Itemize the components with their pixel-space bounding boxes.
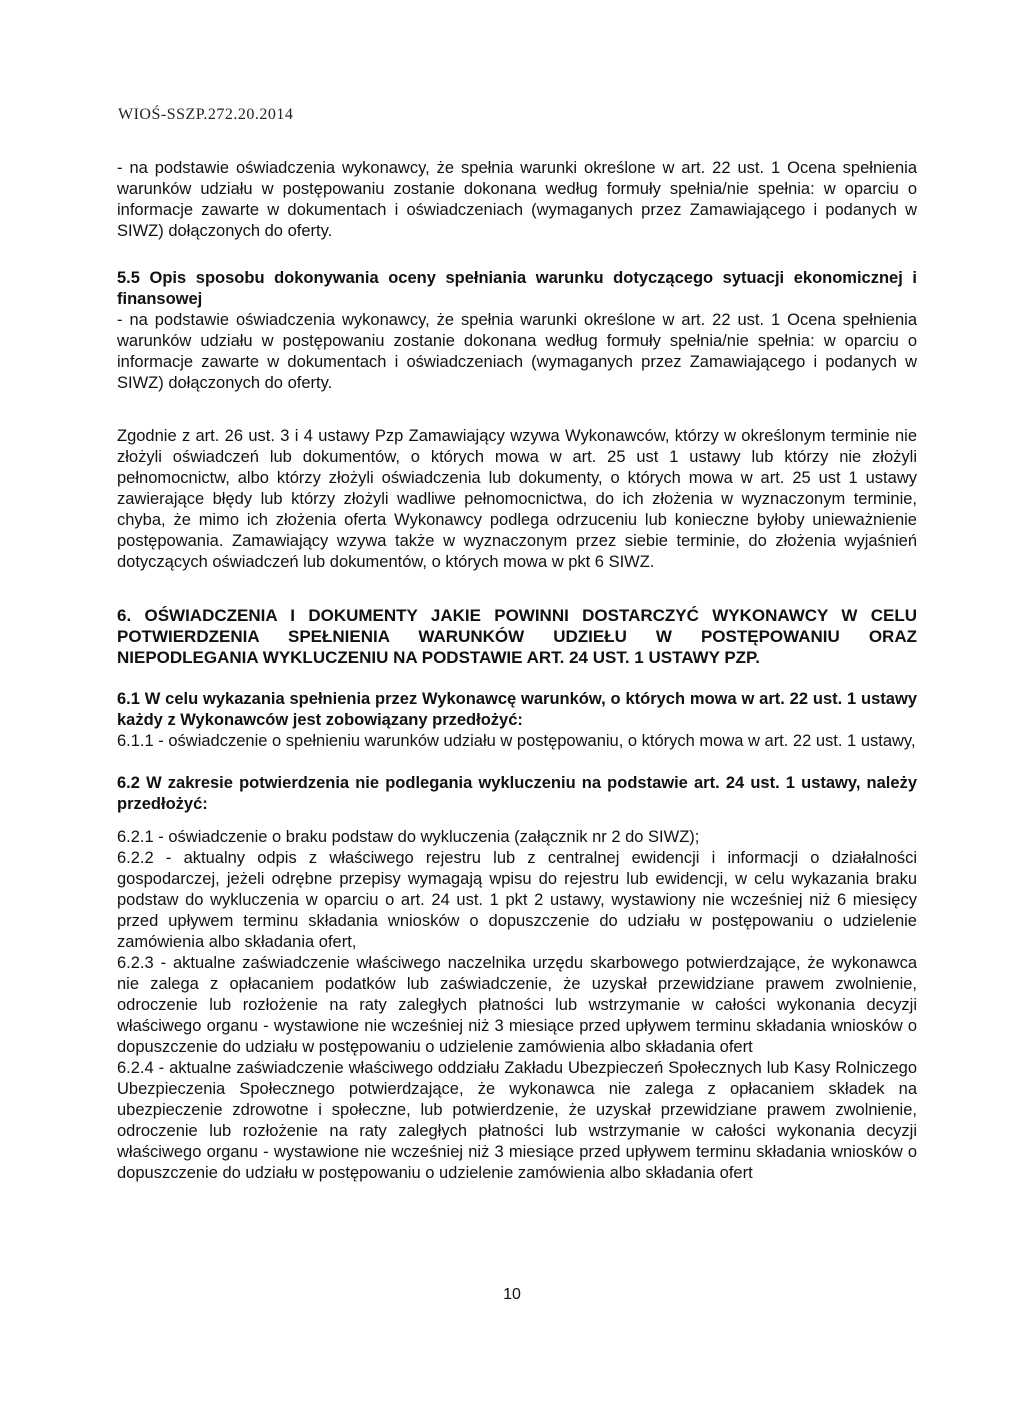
section-heading-6-1: 6.1 W celu wykazania spełnienia przez Wykonawcę warunków, o których mowa w art. 22 ust. 1 ustawy każdy z Wykonawców jest zobowiązany przedłożyć: xyxy=(117,690,917,729)
item-6-2-3: 6.2.3 - aktualne zaświadczenie właściwego naczelnika urzędu skarbowego potwierdzające, że wykonawca nie zalega z opłacaniem podatków lub zaświadczenie, że uzyskał przewidziane prawem zwolnienie, odroczenie lub rozłożenie na raty zaległych płatności lub wstrzymanie w całości wykonania decyzji właściwego organu - wystawione nie wcześniej niż 3 miesiące przed upływem terminu składania wniosków o dopuszczenie do udziału w postępowaniu o udzielenie zamówienia albo składania ofert xyxy=(117,954,917,1056)
item-6-2-2: 6.2.2 - aktualny odpis z właściwego rejestru lub z centralnej ewidencji i informacji o działalności gospodarczej, jeżeli odrębne przepisy wymagają wpisu do rejestru lub ewidencji, w celu wykazania braku podstaw do wykluczenia w oparciu o art. 24 ust. 1 pkt 2 ustawy, wystawiony nie wcześniej niż 6 miesięcy przed upływem terminu składania wniosków o dopuszczenie do udziału w postępowaniu o udzielenie zamówienia albo składania ofert, xyxy=(117,849,917,951)
item-6-2-1: 6.2.1 - oświadczenie o braku podstaw do wykluczenia (załącznik nr 2 do SIWZ); xyxy=(117,828,700,846)
page-number: 10 xyxy=(503,1286,521,1303)
paragraph-condition-1: - na podstawie oświadczenia wykonawcy, że spełnia warunki określone w art. 22 ust. 1 Ocena spełnienia warunków udziału w postępowaniu zostanie dokonana według formuły spełnia/nie spełnia: w oparciu o informacje zawarte w dokumentach i oświadczeniach (wymaganych przez Zamawiającego i podanych w SIWZ) dołączonych do oferty. xyxy=(117,159,917,240)
paragraph-art-26: Zgodnie z art. 26 ust. 3 i 4 ustawy Pzp Zamawiający wzywa Wykonawców, którzy w określonym terminie nie złożyli oświadczeń lub dokumentów, o których mowa w art. 25 ust 1 ustawy lub którzy nie złożyli pełnomocnictw, albo którzy złożyli oświadczenia lub dokumenty, o których mowa w art. 25 ust 1 ustawy zawierające błędy lub którzy złożyli wadliwe pełnomocnictwa, do ich złożenia w wyznaczonym terminie, chyba, że mimo ich złożenia oferta Wykonawcy podlega odrzuceniu lub konieczne byłoby unieważnienie postępowania. Zamawiający wzywa także w wyznaczonym przez siebie terminie, do złożenia wyjaśnień dotyczących oświadczeń lub dokumentów, o których mowa w pkt 6 SIWZ. xyxy=(117,427,917,571)
paragraph-condition-2: - na podstawie oświadczenia wykonawcy, że spełnia warunki określone w art. 22 ust. 1 Ocena spełnienia warunków udziału w postępowaniu zostanie dokonana według formuły spełnia/nie spełnia: w oparciu o informacje zawarte w dokumentach i oświadczeniach (wymaganych przez Zamawiającego i podanych w SIWZ) dołączonych do oferty. xyxy=(117,311,917,392)
item-6-1-1: 6.1.1 - oświadczenie o spełnieniu warunków udziału w postępowaniu, o których mowa w art. 22 ust. 1 ustawy, xyxy=(117,732,916,750)
section-heading-6: 6. OŚWIADCZENIA I DOKUMENTY JAKIE POWINNI DOSTARCZYĆ WYKONAWCY W CELU POTWIERDZENIA SPEŁNIENIA WARUNKÓW UDZIEŁU W POSTĘPOWANIU ORAZ NIEPODLEGANIA WYKLUCZENIU NA PODSTAWIE ART. 24 UST. 1 USTAWY PZP. xyxy=(117,606,917,667)
document-reference: WIOŚ-SSZP.272.20.2014 xyxy=(118,106,294,123)
section-heading-6-2: 6.2 W zakresie potwierdzenia nie podlegania wykluczeniu na podstawie art. 24 ust. 1 ustawy, należy przedłożyć: xyxy=(117,774,917,813)
section-heading-5-5: 5.5 Opis sposobu dokonywania oceny spełniania warunku dotyczącego sytuacji ekonomicznej i finansowej xyxy=(117,269,917,308)
document-body xyxy=(117,158,917,1184)
item-6-2-4: 6.2.4 - aktualne zaświadczenie właściwego oddziału Zakładu Ubezpieczeń Społecznych lub Kasy Rolniczego Ubezpieczenia Społecznego potwierdzające, że wykonawca nie zalega z opłacaniem składek na ubezpieczenie zdrowotne i społeczne, lub potwierdzenie, że uzyskał przewidziane prawem zwolnienie, odroczenie lub rozłożenie na raty zaległych płatności lub wstrzymanie w całości wykonania decyzji właściwego organu - wystawione nie wcześniej niż 3 miesiące przed upływem terminu składania wniosków o dopuszczenie do udziału w postępowaniu o udzielenie zamówienia albo składania ofert xyxy=(117,1059,917,1182)
